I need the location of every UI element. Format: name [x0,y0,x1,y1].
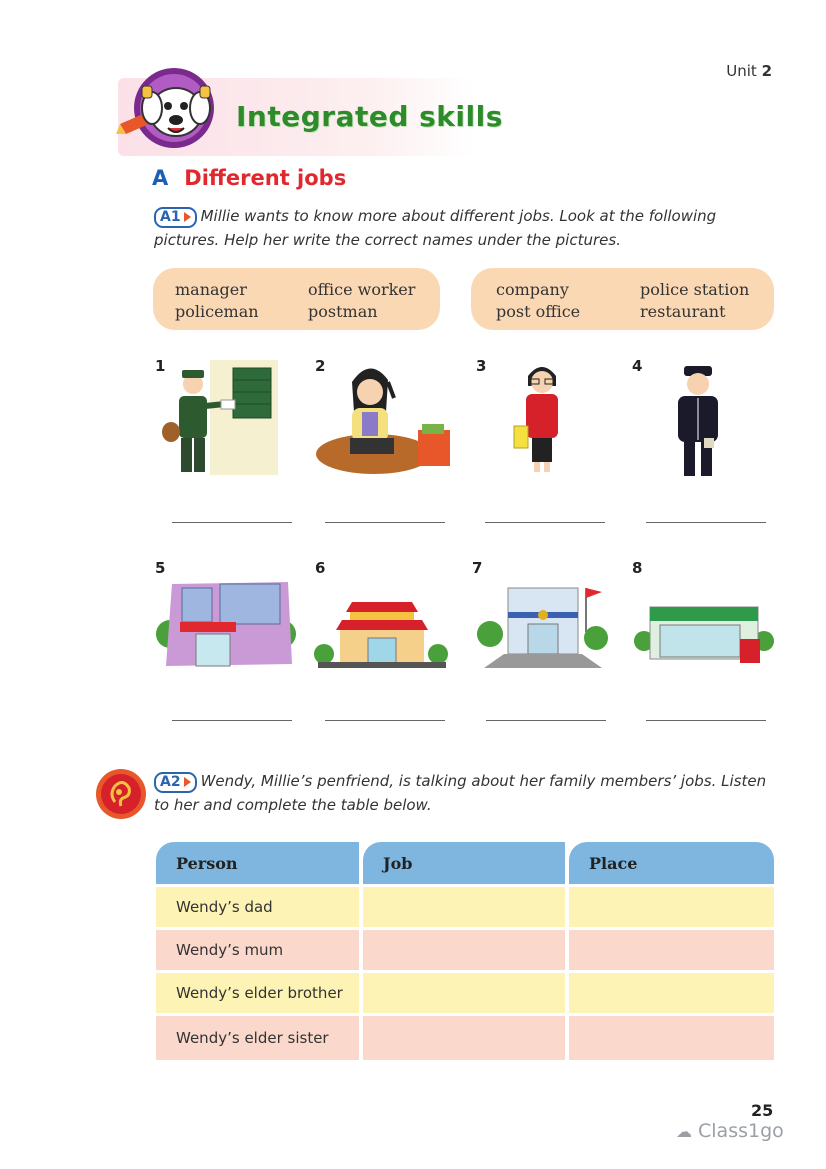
company-building-illustration [158,574,295,672]
picture-number: 2 [315,357,326,375]
picture-number: 5 [155,559,166,577]
word-item: police station [640,280,750,299]
postman-illustration [155,360,280,475]
policeman-illustration [668,362,728,480]
wechat-icon: ☁ [676,1122,692,1141]
job-cell[interactable] [363,884,569,927]
word-box-places [471,268,774,330]
table-row [156,927,774,970]
person-cell: Wendy’s mum [156,927,363,970]
unit-label: Unit 2 [726,62,772,80]
post-office-illustration [636,601,772,667]
header-place: Place [569,842,774,884]
answer-line[interactable] [485,522,605,523]
word-item: postman [308,302,378,321]
answer-line[interactable] [325,522,445,523]
place-cell[interactable] [569,970,774,1013]
police-station-illustration [478,582,608,670]
word-item: post office [496,302,581,321]
play-triangle-icon [184,777,191,787]
header-job: Job [363,842,569,884]
place-cell[interactable] [569,884,774,927]
a1-badge: A1 [154,207,197,228]
job-cell[interactable] [363,970,569,1013]
word-item: restaurant [640,302,726,321]
section-heading [152,166,346,190]
picture-number: 6 [315,559,326,577]
jobs-table [156,842,774,1060]
word-box-people [153,268,440,330]
answer-line[interactable] [646,522,766,523]
word-item: company [496,280,569,299]
page-title: Integrated skills [236,100,503,133]
answer-line[interactable] [172,522,292,523]
person-cell: Wendy’s elder brother [156,970,363,1013]
word-item: policeman [175,302,259,321]
restaurant-illustration [314,600,449,668]
place-cell[interactable] [569,927,774,970]
a1-instruction: A1 Millie wants to know more about different jobs. Look at the following pictures. Help her write the correct names under the pictures. [154,207,717,249]
table-row [156,884,774,927]
watermark: ☁ Class1go [676,1120,784,1142]
listening-ear-icon [95,768,147,820]
a2-instruction: A2 Wendy, Millie’s penfriend, is talking about her family members’ jobs. Listen to her and complete the table below. [154,772,767,814]
section-letter: A [152,166,169,190]
manager-illustration [512,360,572,475]
play-triangle-icon [184,212,191,222]
answer-line[interactable] [486,720,606,721]
office-worker-illustration [314,362,454,477]
person-cell: Wendy’s dad [156,884,363,927]
person-cell: Wendy’s elder sister [156,1013,363,1060]
table-header-row [156,842,774,884]
picture-number: 8 [632,559,643,577]
answer-line[interactable] [172,720,292,721]
dog-mascot-icon [112,64,232,160]
picture-number: 1 [155,357,166,375]
word-item: office worker [308,280,416,299]
page-number: 25 [751,1101,774,1120]
header-person: Person [156,842,363,884]
table-row [156,970,774,1013]
job-cell[interactable] [363,1013,569,1060]
answer-line[interactable] [646,720,766,721]
section-title: Different jobs [184,166,347,190]
picture-number: 4 [632,357,643,375]
job-cell[interactable] [363,927,569,970]
word-item: manager [175,280,247,299]
picture-number: 3 [476,357,487,375]
table-row [156,1013,774,1060]
a2-badge: A2 [154,772,197,793]
place-cell[interactable] [569,1013,774,1060]
answer-line[interactable] [325,720,445,721]
picture-number: 7 [472,559,483,577]
